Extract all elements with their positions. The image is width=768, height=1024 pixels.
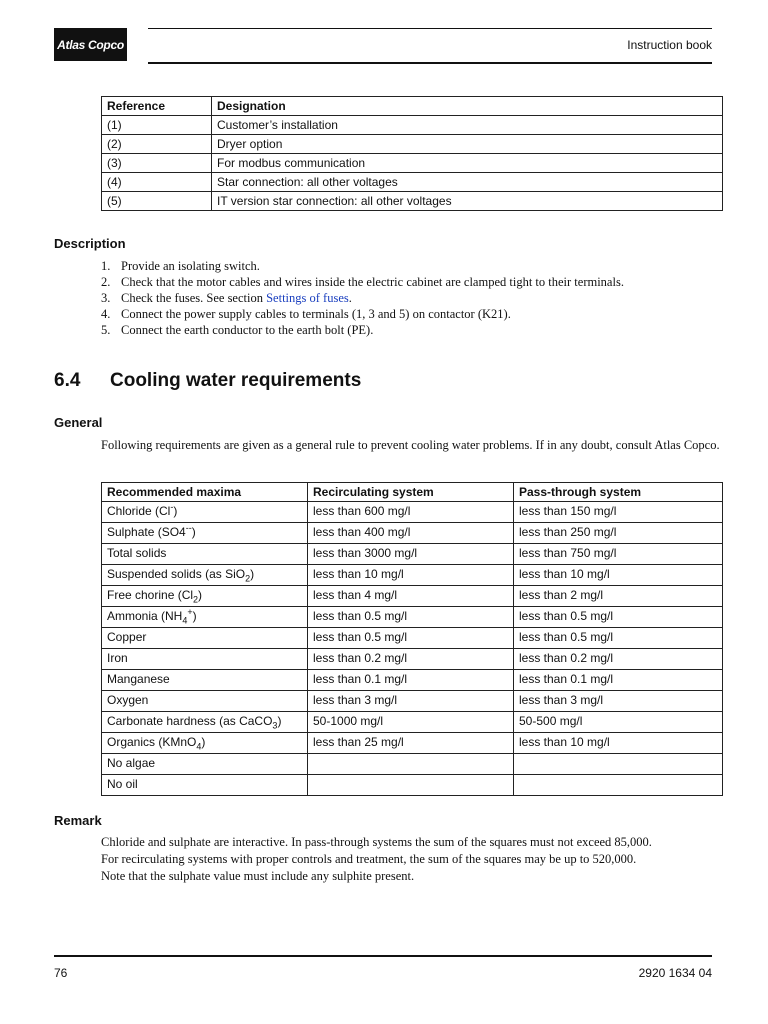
table-row — [102, 628, 723, 649]
recirculating-cell: less than 3 mg/l — [308, 691, 514, 712]
parameter-cell: No oil — [102, 775, 308, 796]
section-title-text: Cooling water requirements — [110, 370, 362, 391]
table-row — [102, 135, 723, 154]
table-row — [102, 754, 723, 775]
column-header: Reference — [102, 97, 212, 116]
column-header: Recirculating system — [308, 483, 514, 502]
table-row — [102, 691, 723, 712]
pass-through-cell: less than 10 mg/l — [514, 733, 723, 754]
recirculating-cell: less than 400 mg/l — [308, 523, 514, 544]
designation-cell: Star connection: all other voltages — [212, 173, 723, 192]
pass-through-cell: less than 0.5 mg/l — [514, 607, 723, 628]
step-number: 1. — [101, 259, 111, 273]
pass-through-cell: less than 0.2 mg/l — [514, 649, 723, 670]
table-row — [102, 502, 723, 523]
parameter-cell: Iron — [102, 649, 308, 670]
parameter-cell: Suspended solids (as SiO$_2$) — [102, 565, 308, 586]
reference-cell: (5) — [102, 192, 212, 211]
table-row — [102, 775, 723, 796]
parameter-cell: Organics (KMnO$_4$) — [102, 733, 308, 754]
parameter-cell: Sulphate (SO4--) — [102, 523, 308, 544]
table-row — [102, 586, 723, 607]
cooling-water-table — [101, 482, 723, 796]
pass-through-cell: 50-500 mg/l — [514, 712, 723, 733]
recirculating-cell: less than 600 mg/l — [308, 502, 514, 523]
recirculating-cell: less than 10 mg/l — [308, 565, 514, 586]
remark-line: Note that the sulphate value must include any sulphite present. — [101, 869, 415, 883]
pass-through-cell — [514, 754, 723, 775]
recirculating-cell: less than 0.2 mg/l — [308, 649, 514, 670]
parameter-cell: Copper — [102, 628, 308, 649]
recirculating-cell: less than 4 mg/l — [308, 586, 514, 607]
recirculating-cell: 50-1000 mg/l — [308, 712, 514, 733]
column-header: Recommended maxima — [102, 483, 308, 502]
reference-cell: (3) — [102, 154, 212, 173]
table-row — [102, 116, 723, 135]
designation-cell: IT version star connection: all other voltages — [212, 192, 723, 211]
column-header: Designation — [212, 97, 723, 116]
parameter-cell: Oxygen — [102, 691, 308, 712]
reference-cell: (1) — [102, 116, 212, 135]
company-logo: Atlas Copco — [54, 28, 127, 61]
remark-paragraph — [101, 834, 726, 885]
reference-cell: (2) — [102, 135, 212, 154]
step-number: 2. — [101, 275, 111, 289]
table-row — [102, 565, 723, 586]
pass-through-cell: less than 0.1 mg/l — [514, 670, 723, 691]
designation-cell: Customer’s installation — [212, 116, 723, 135]
recirculating-cell: less than 0.5 mg/l — [308, 607, 514, 628]
step-text: Check that the motor cables and wires inside the electric cabinet are clamped tight to their terminals. — [121, 275, 624, 289]
step-number: 4. — [101, 307, 111, 321]
table-row — [102, 544, 723, 565]
document-number: 2920 1634 04 — [638, 966, 712, 980]
parameter-cell: Ammonia $(NH_4^+)$ — [102, 607, 308, 628]
recirculating-cell: less than 3000 mg/l — [308, 544, 514, 565]
general-heading: General — [54, 415, 103, 430]
parameter-cell: Chloride (Cl-) — [102, 502, 308, 523]
designation-cell: For modbus communication — [212, 154, 723, 173]
table-row — [102, 712, 723, 733]
recirculating-cell: less than 0.1 mg/l — [308, 670, 514, 691]
remark-line: For recirculating systems with proper controls and treatment, the sum of the squares may be up to 520,000. — [101, 852, 637, 866]
table-row — [102, 173, 723, 192]
column-header: Pass-through system — [514, 483, 723, 502]
list-item — [101, 290, 624, 306]
designation-cell: Dryer option — [212, 135, 723, 154]
footer-rule — [54, 955, 712, 957]
pass-through-cell: less than 250 mg/l — [514, 523, 723, 544]
parameter-cell: Free chorine $(Cl_2)$ — [102, 586, 308, 607]
general-paragraph: Following requirements are given as a general rule to prevent cooling water problems. If in any doubt, consult Atlas Copco. — [101, 438, 720, 452]
step-number: 3. — [101, 291, 111, 305]
section-number: 6.4 — [54, 370, 81, 391]
table-row — [102, 670, 723, 691]
recirculating-cell — [308, 754, 514, 775]
recirculating-cell: less than 25 mg/l — [308, 733, 514, 754]
pass-through-cell: less than 150 mg/l — [514, 502, 723, 523]
list-item — [101, 322, 624, 338]
parameter-cell: Carbonate hardness (as CaCO$_3$) — [102, 712, 308, 733]
list-item — [101, 274, 624, 290]
step-text: Connect the earth conductor to the earth bolt (PE). — [121, 323, 374, 337]
parameter-cell: Total solids — [102, 544, 308, 565]
table-header-row — [102, 483, 723, 502]
header-title: Instruction book — [627, 38, 712, 52]
table-row — [102, 649, 723, 670]
header-rule — [148, 62, 712, 64]
step-text-lead: Check the fuses. See section — [121, 291, 267, 305]
parameter-cell: Manganese — [102, 670, 308, 691]
table-row — [102, 154, 723, 173]
table-header-row — [102, 97, 723, 116]
section-title — [54, 370, 361, 392]
parameter-cell: No algae — [102, 754, 308, 775]
step-text: Connect the power supply cables to terminals (1, 3 and 5) on contactor (K21). — [121, 307, 511, 321]
settings-of-fuses-link[interactable]: Settings of fuses — [266, 291, 349, 305]
list-item — [101, 306, 624, 322]
step-text: Provide an isolating switch. — [121, 259, 260, 273]
table-row — [102, 192, 723, 211]
recirculating-cell — [308, 775, 514, 796]
pass-through-cell: less than 10 mg/l — [514, 565, 723, 586]
step-number: 5. — [101, 323, 111, 337]
pass-through-cell: less than 2 mg/l — [514, 586, 723, 607]
table-row — [102, 607, 723, 628]
table-row — [102, 523, 723, 544]
pass-through-cell: less than 0.5 mg/l — [514, 628, 723, 649]
pass-through-cell — [514, 775, 723, 796]
table-row — [102, 733, 723, 754]
step-text — [121, 290, 352, 306]
step-text-tail: . — [348, 291, 352, 305]
header-top-rule — [148, 28, 712, 29]
list-item — [101, 258, 624, 274]
pass-through-cell: less than 750 mg/l — [514, 544, 723, 565]
remark-heading: Remark — [54, 813, 102, 828]
reference-cell: (4) — [102, 173, 212, 192]
reference-table — [101, 96, 723, 211]
page-number: 76 — [54, 966, 68, 980]
remark-line: Chloride and sulphate are interactive. In pass-through systems the sum of the squares must not exceed 85,000. — [101, 835, 652, 849]
description-heading: Description — [54, 236, 126, 251]
pass-through-cell: less than 3 mg/l — [514, 691, 723, 712]
recirculating-cell: less than 0.5 mg/l — [308, 628, 514, 649]
description-steps — [101, 258, 624, 338]
